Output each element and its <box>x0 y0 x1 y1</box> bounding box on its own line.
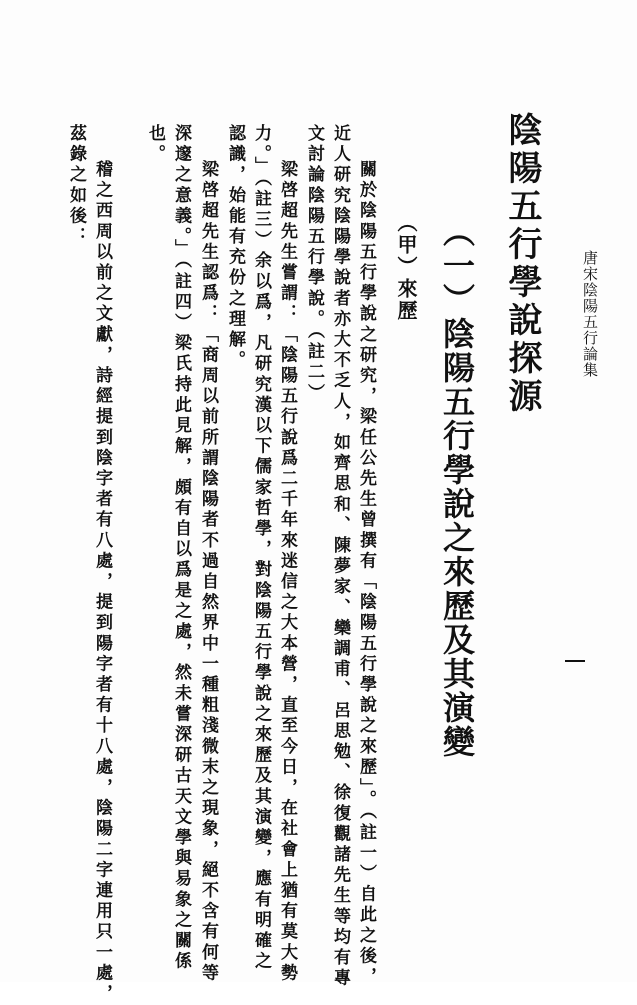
running-head: 唐宋陰陽五行論集 <box>581 250 599 378</box>
text-column: 稽之西周以前之文獻，詩經提到陰字者有八處，提到陽字者有十八處，陰陽二字連用只一處， <box>92 160 112 1005</box>
text-column: 深邃之意義。」（註四）梁氏持此見解，頗有自以爲是之處，然未嘗深研古天文學與易象之關係 <box>171 124 191 973</box>
text-column: 梁啓超先生認爲：「商周以前所謂陰陽者不過自然界中一種粗淺微末之現象，絕不含有何等 <box>198 160 218 984</box>
text-column: 梁啓超先生嘗謂：「陰陽五行說爲二千年來迷信之大本營，直至今日，在社會上猶有莫大勢 <box>277 160 297 984</box>
sub-heading: （甲）來歷 <box>394 212 418 322</box>
text-column: 文討論陰陽五行學說。（註二） <box>304 124 324 404</box>
text-column: 也。 <box>145 124 165 166</box>
page-number-mark <box>565 660 585 662</box>
section-heading: （一）陰陽五行學說之來歷及其演變 <box>438 215 476 759</box>
text-column: 認識，始能有充份之理解。 <box>225 124 245 372</box>
text-column: 關於陰陽五行學說之研究，梁任公先生曾撰有「陰陽五行學說之來歷」。（註一）自此之後， <box>356 160 376 988</box>
page-title: 陰陽五行學說探源 <box>502 112 542 416</box>
text-column: 近人研究陰陽學說者亦大不乏人，如齊思和、陳夢家、欒調甫、呂思勉、徐復觀諸先生等均有專 <box>330 124 350 990</box>
text-column: 力。」（註三）余以爲，凡研究漢以下儒家哲學，對陰陽五行學說之來歷及其演變，應有明確之 <box>251 124 271 973</box>
text-column: 茲錄之如後： <box>66 124 86 248</box>
